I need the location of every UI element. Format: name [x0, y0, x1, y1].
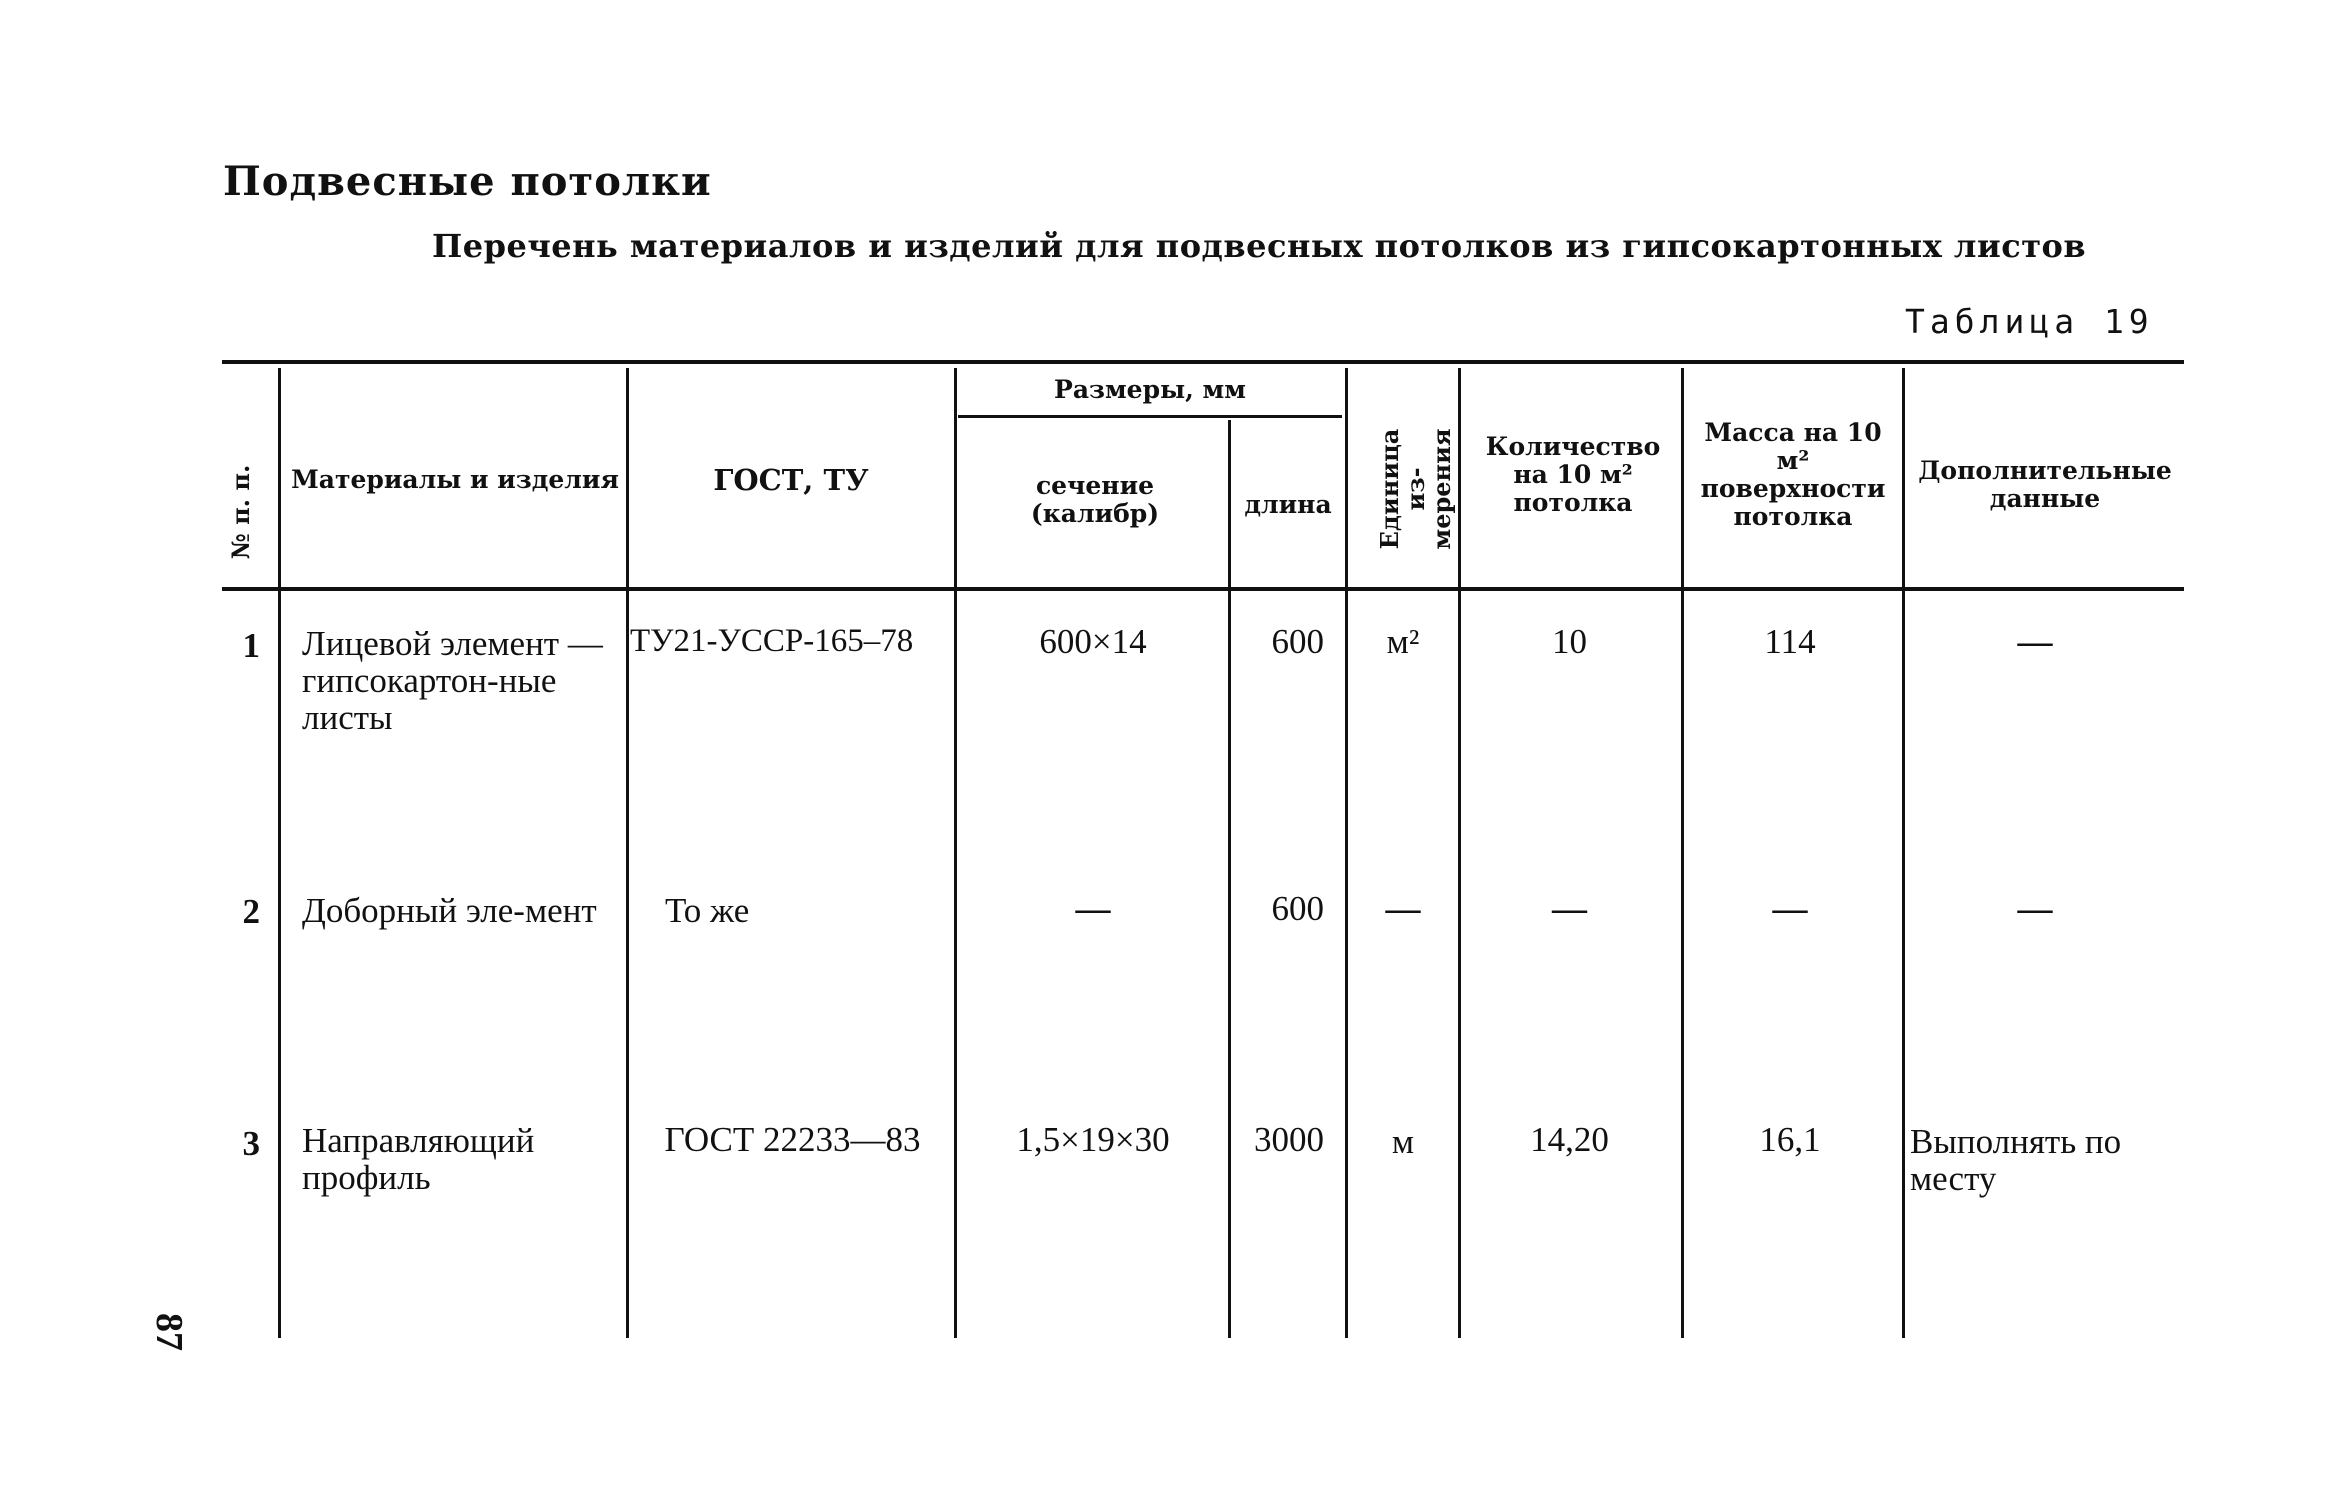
row-material: Доборный эле-мент	[302, 891, 597, 930]
row-gost: То же	[665, 891, 750, 930]
header-unit: Единица из-мерения	[1375, 428, 1456, 550]
table-top-rule	[222, 360, 2184, 364]
header-gost: ГОСТ, ТУ	[713, 463, 869, 497]
row-gost: ГОСТ 22233—83	[664, 1120, 921, 1159]
row-material: Направляющий профиль	[302, 1121, 535, 1197]
column-divider	[1681, 368, 1684, 1338]
row-additional: Выполнять по месту	[1910, 1122, 2122, 1198]
row-additional: —	[2017, 622, 2053, 661]
header-materials: Материалы и изделия	[291, 465, 619, 494]
header-additional: Дополнительные данные	[1918, 456, 2172, 513]
row-section: 600×14	[1039, 622, 1147, 661]
column-divider	[626, 368, 629, 1338]
row-num: 1	[242, 626, 260, 665]
row-quantity: —	[1552, 889, 1587, 928]
column-divider	[1345, 368, 1348, 1338]
page-number: 87	[148, 1313, 190, 1351]
row-unit: —	[1385, 889, 1421, 928]
column-divider	[1228, 420, 1231, 1338]
row-gost: ТУ21-УССР-165–78	[630, 623, 914, 659]
row-num: 3	[242, 1124, 260, 1163]
header-bottom-rule	[222, 587, 2184, 591]
header-section: сечение (калибр)	[1030, 471, 1160, 528]
section-heading: Подвесные потолки	[223, 158, 712, 205]
row-length: 600	[1271, 622, 1324, 661]
row-quantity: 10	[1552, 622, 1587, 661]
column-divider	[1458, 368, 1461, 1338]
row-length: 3000	[1254, 1120, 1324, 1159]
table-number-label: Таблица 19	[1905, 302, 2154, 341]
header-length: длина	[1244, 490, 1332, 519]
row-quantity: 14,20	[1530, 1120, 1609, 1159]
row-unit: м	[1391, 1122, 1415, 1161]
column-divider	[954, 368, 957, 1338]
header-num: № п. п.	[226, 464, 255, 560]
row-material: Лицевой элемент — гипсокартон-ные листы	[302, 624, 603, 737]
row-mass: 114	[1764, 622, 1816, 661]
row-mass: —	[1772, 889, 1808, 928]
row-section: 1,5×19×30	[1016, 1120, 1170, 1159]
column-divider	[1902, 368, 1905, 1338]
row-num: 2	[242, 892, 260, 931]
table-caption: Перечень материалов и изделий для подвесных потолков из гипсокартонных листов	[432, 227, 2087, 265]
row-additional: —	[2017, 889, 2053, 928]
row-section: —	[1075, 889, 1111, 928]
header-quantity: Количество на 10 м² потолка	[1485, 432, 1661, 517]
header-dimensions: Размеры, мм	[1054, 375, 1246, 404]
header-mass: Масса на 10 м² поверхности потолка	[1700, 418, 1886, 531]
row-mass: 16,1	[1759, 1120, 1821, 1159]
dimensions-subheader-rule	[958, 415, 1342, 418]
column-divider	[278, 368, 281, 1338]
row-length: 600	[1271, 889, 1324, 928]
row-unit: м²	[1386, 622, 1420, 661]
